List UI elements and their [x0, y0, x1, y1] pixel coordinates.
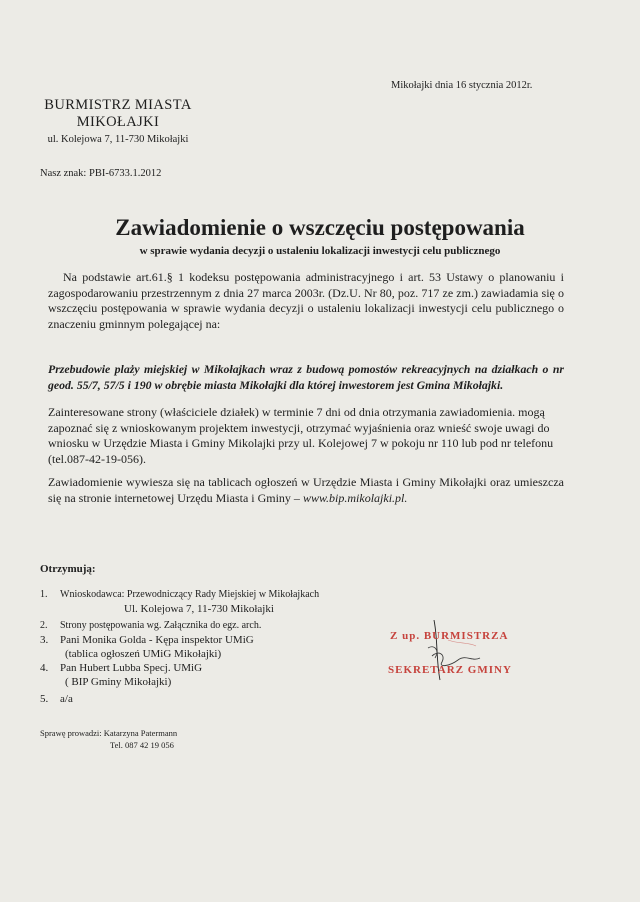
list-line: Pani Monika Golda - Kępa inspektor UMiG	[60, 634, 254, 646]
recipients-list	[40, 588, 319, 706]
case-officer: Sprawę prowadzi: Katarzyna Patermann	[40, 728, 178, 738]
sender-title: BURMISTRZ MIASTA	[44, 97, 192, 113]
contact-phone: Tel. 087 42 19 056	[110, 740, 174, 750]
list-item	[40, 619, 319, 633]
paragraph-legal-basis: Na podstawie art.61.§ 1 kodeksu postępowania administracyjnego i art. 53 Ustawy o planowaniu i zagospodarowaniu przestrzennym z dnia 27 marca 2003r. (Dz.U. Nr 80, poz. 717 ze zm.) zawiadamia się o wszczęciu postępowania w sprawie wydania decyzji o ustaleniu lokalizacji inwestycji celu publicznego o znaczeniu gminnym polegającej na:	[48, 270, 564, 331]
sender-block	[38, 97, 198, 147]
list-item	[40, 633, 319, 661]
list-line: Pan Hubert Lubba Specj. UMiG	[60, 662, 203, 674]
list-item	[40, 692, 319, 706]
list-item	[40, 661, 319, 689]
list-line: Strony postępowania wg. Załącznika do egz. arch.	[60, 620, 262, 631]
official-stamp	[388, 620, 528, 690]
list-number: 2.	[40, 620, 48, 631]
list-subline: ( BIP Gminy Mikołajki)	[65, 676, 172, 688]
list-subline: Ul. Kolejowa 7, 11-730 Mikołajki	[124, 603, 274, 615]
paragraph-parties: Zainteresowane strony (właściciele działek) w terminie 7 dni od dnia otrzymania zawiadomienia. mogą zapoznać się z wnioskowanym projektem inwestycji, otrzymać wyjaśnienia oraz wnieść swoje uwagi do wniosku w Urzędzie Miasta i Gminy Mikolajki przy ul. Kolejowej 7 w pokoju nr 110 lub pod nr telefonu (tel.087-42-19-056).	[48, 405, 554, 466]
sender-address: ul. Kolejowa 7, 11-730 Mikołajki	[47, 134, 189, 145]
footer-contact	[40, 727, 177, 751]
list-number: 1.	[40, 589, 48, 600]
recipients-heading: Otrzymują:	[40, 563, 96, 575]
sender-city: MIKOŁAJKI	[76, 114, 160, 130]
document-subtitle: w sprawie wydania decyzji o ustaleniu lokalizacji inwestycji celu publicznego	[139, 245, 501, 257]
list-line: Wnioskodawca: Przewodniczący Rady Miejskiej w Mikołajkach	[60, 589, 320, 600]
stamp-line-1: Z up. BURMISTRZA	[390, 630, 509, 642]
list-item	[40, 588, 319, 616]
publication-text: Zawiadomienie wywiesza się na tablicach ogłoszeń w Urzędzie Miasta i Gminy Mikołajki oraz umieszcza się na stronie internetowej Urzędu Miasta i Gminy –	[48, 475, 564, 505]
document-title: Zawiadomienie o wszczęciu postępowania	[115, 215, 525, 240]
paragraph-publication	[48, 475, 564, 506]
list-subline: (tablica ogłoszeń UMiG Mikołajki)	[65, 648, 222, 660]
list-number: 5.	[40, 693, 49, 705]
list-number: 4.	[40, 662, 49, 674]
list-number: 3.	[40, 634, 49, 646]
bip-link: www.bip.mikolajki.pl.	[302, 490, 408, 505]
reference-number: Nasz znak: PBI-6733.1.2012	[40, 168, 162, 179]
list-line: a/a	[60, 693, 73, 705]
stamp-line-2: SEKRETARZ GMINY	[388, 664, 512, 676]
paragraph-investment: Przebudowie plaży miejskiej w Mikołajkach wraz z budową pomostów rekreacyjnych na działkach o nr geod. 55/7, 57/5 i 190 w obrębie miasta Mikołajki dla której inwestorem jest Gmina Mikołajki.	[48, 362, 564, 392]
date-line: Mikołajki dnia 16 stycznia 2012r.	[391, 80, 533, 91]
